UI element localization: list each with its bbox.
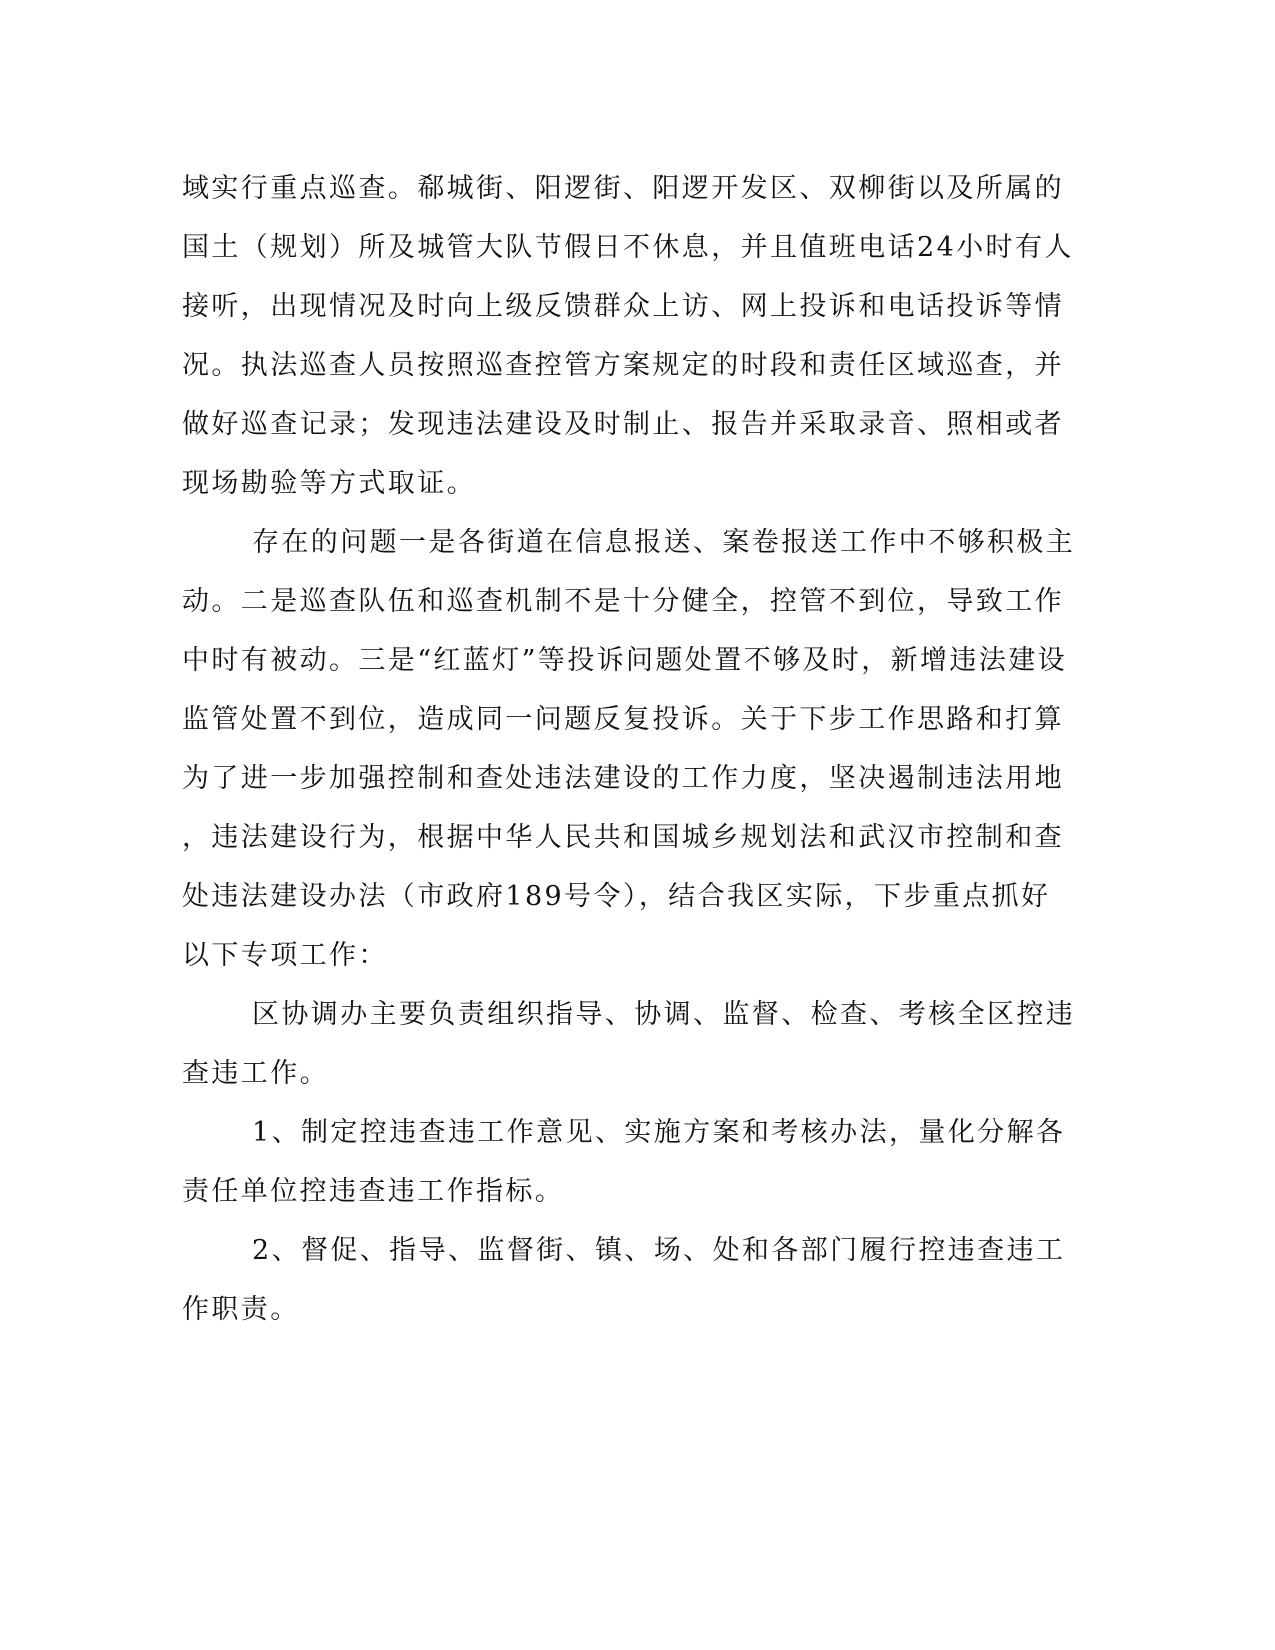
text-line: 责任单位控违查违工作指标。 bbox=[182, 1176, 565, 1207]
text-line: 况。执法巡查人员按照巡查控管方案规定的时段和责任区域巡查，并 bbox=[182, 350, 1064, 381]
text-line: 监管处置不到位，造成同一问题反复投诉。关于下步工作思路和打算 bbox=[182, 704, 1064, 735]
paragraph-first-line: 存在的问题一是各街道在信息报送、案卷报送工作中不够积极主 bbox=[252, 527, 1076, 558]
text-line: ，违法建设行为，根据中华人民共和国城乡规划法和武汉市控制和查 bbox=[182, 822, 1064, 853]
paragraph-first-line: 1、制定控违查违工作意见、实施方案和考核办法，量化分解各 bbox=[252, 1117, 1066, 1148]
text-line: 以下专项工作： bbox=[182, 940, 388, 971]
text-line: 国土（规划）所及城管大队节假日不休息，并且值班电话24小时有人 bbox=[182, 232, 1074, 263]
text-line: 做好巡查记录；发现违法建设及时制止、报告并采取录音、照相或者 bbox=[182, 409, 1064, 440]
text-line: 现场勘验等方式取证。 bbox=[182, 468, 476, 499]
body-text bbox=[182, 159, 1076, 1339]
paragraph-first-line: 区协调办主要负责组织指导、协调、监督、检查、考核全区控违 bbox=[252, 999, 1076, 1030]
text-line: 中时有被动。三是“红蓝灯”等投诉问题处置不够及时，新增违法建设 bbox=[182, 645, 1068, 676]
text-line: 处违法建设办法（市政府189号令），结合我区实际，下步重点抓好 bbox=[182, 881, 1051, 912]
text-line: 接听，出现情况及时向上级反馈群众上访、网上投诉和电话投诉等情 bbox=[182, 291, 1064, 322]
text-line: 作职责。 bbox=[182, 1294, 300, 1325]
paragraph-first-line: 2、督促、指导、监督街、镇、场、处和各部门履行控违查违工 bbox=[252, 1235, 1066, 1266]
text-line: 为了进一步加强控制和查处违法建设的工作力度，坚决遏制违法用地 bbox=[182, 763, 1064, 794]
text-line: 域实行重点巡查。郗城街、阳逻街、阳逻开发区、双柳街以及所属的 bbox=[182, 173, 1064, 204]
text-line: 动。二是巡查队伍和巡查机制不是十分健全，控管不到位，导致工作 bbox=[182, 586, 1064, 617]
text-line: 查违工作。 bbox=[182, 1058, 329, 1089]
